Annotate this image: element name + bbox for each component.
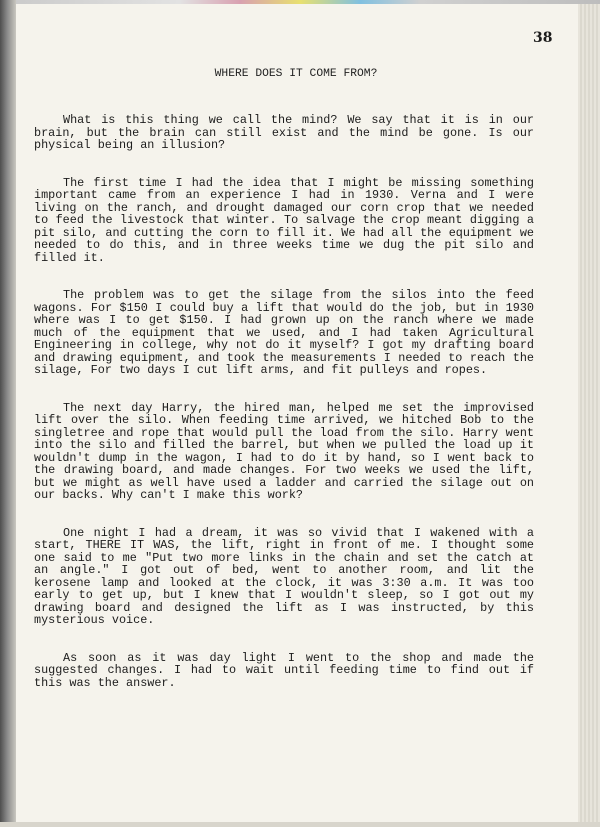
book-binding-shadow <box>0 0 16 827</box>
paragraph: The next day Harry, the hired man, helped me set the improvised lift over the silo. When feeding time arrived, we hitched Bob to the singletree and rope that would pull the load from the silo. Harry went into the silo and filled the barrel, but when we pulled the load up it wouldn't dump in the wagon, I had to do it by hand, so I went back to the drawing board, and made changes. For two weeks we used the lift, but we might as well have used a ladder and carried the silage out on our backs. Why can't I make this work? <box>34 400 534 502</box>
paragraph: What is this thing we call the mind? We say that it is in our brain, but the brain can still exist and the mind be gone. Is our physical being an illusion? <box>34 113 534 152</box>
paragraph: As soon as it was day light I went to the shop and made the suggested changes. I had to wait until feeding time to find out if this was the answer. <box>34 650 534 690</box>
page-edges <box>578 4 600 822</box>
paragraph: One night I had a dream, it was so vivid that I wakened with a start, THERE IT WAS, the lift, right in front of me. I thought some one said to me "Put two more links in the chain and set the catch at an angle." I got out of bed, went to another room, and lit the kerosene lamp and looked at the clock, it was 3:30 a.m. It was too early to get up, but I knew that I wouldn't sleep, so I got out my drawing board and designed the lift as I was instructed, by this mysterious voice. <box>34 525 534 627</box>
paragraph: The first time I had the idea that I might be missing something important came from an experience I had in 1930. Verna and I were living on the ranch, and drought damaged our corn crop that we needed to feed the livestock that winter. To salvage the crop meant digging a pit silo, and cutting the corn to fill it. We had all the equipment we needed to do this, and in three weeks time we dug the pit silo and filled it. <box>34 175 534 265</box>
scan-bottom-strip <box>0 822 600 827</box>
page-title: WHERE DOES IT COME FROM? <box>214 68 378 80</box>
page-number: 38 <box>533 30 553 46</box>
paragraph: The problem was to get the silage from the silos into the feed wagons. For $150 I could buy a lift that would do the job, but in 1930 where was I to get $150. I had grown up on the ranch where we made much of the equipment that we used, and I had taken Agricultural Engineering in college, why not do it myself? I got my drafting board and drawing equipment, and took the measurements I needed to reach the silage, For two days I cut lift arms, and fit pulleys and ropes. <box>34 288 534 377</box>
body-text <box>34 114 534 714</box>
